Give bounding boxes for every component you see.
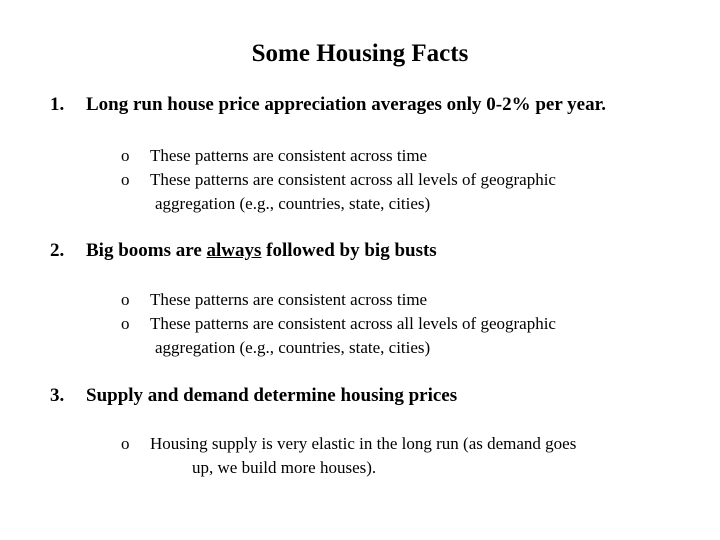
fact-1-bullet-1-text: These patterns are consistent across time — [150, 146, 428, 165]
fact-2-bullet-2-text: These patterns are consistent across all levels of geographic — [150, 314, 556, 333]
fact-2-bullet-1-text: These patterns are consistent across time — [150, 290, 428, 309]
fact-1-bullet-2-text: These patterns are consistent across all levels of geographic — [150, 170, 556, 189]
fact-1-bullet-2-text-cont: aggregation (e.g., countries, state, cities) — [155, 194, 431, 213]
fact-3-bullet-1-text: Housing supply is very elastic in the long run (as demand goes — [150, 434, 577, 453]
fact-1-number: 1. — [50, 94, 65, 115]
fact-3-bullet-1-marker: o — [121, 434, 130, 453]
fact-2-heading — [86, 240, 437, 262]
fact-2-bullet-2-text-cont: aggregation (e.g., countries, state, cities) — [155, 338, 431, 357]
fact-1-bullet-2-marker: o — [121, 170, 130, 189]
fact-3-number: 3. — [50, 385, 65, 406]
fact-3-heading: Supply and demand determine housing prices — [86, 385, 458, 406]
fact-2-bullet-2-marker: o — [121, 314, 130, 333]
fact-2-heading-part-1: Big booms are — [86, 240, 207, 261]
fact-2-bullet-1-marker: o — [121, 290, 130, 309]
page-title: Some Housing Facts — [251, 40, 469, 67]
fact-2-number: 2. — [50, 240, 65, 261]
fact-1-bullet-1-marker: o — [121, 146, 130, 165]
fact-1-heading: Long run house price appreciation averages only 0-2% per year. — [86, 94, 607, 115]
fact-2-heading-emphasis: always — [206, 240, 262, 261]
fact-2-heading-part-2: followed by big busts — [261, 240, 437, 261]
fact-3-bullet-1-text-cont: up, we build more houses). — [192, 458, 377, 477]
